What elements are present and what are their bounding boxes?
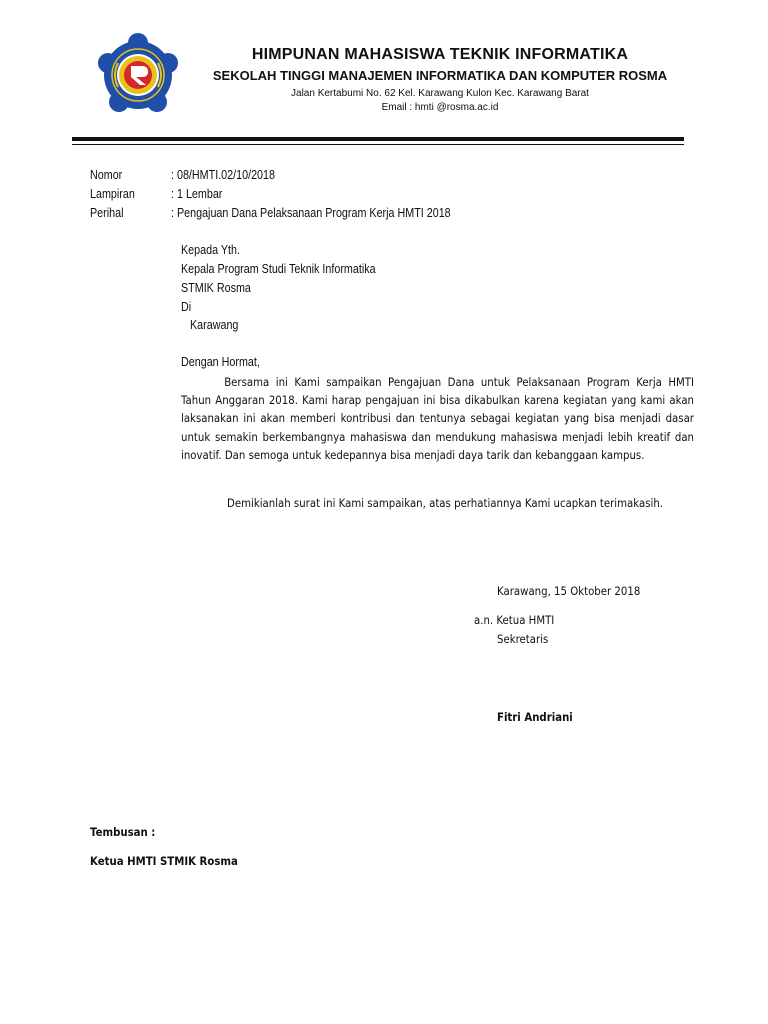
salutation: Dengan Hormat, xyxy=(181,355,260,369)
body-paragraph: Bersama ini Kami sampaikan Pengajuan Dana untuk Pelaksanaan Program Kerja HMTI Tahun Anggaran 2018. Kami harap pengajuan ini bisa dikabulkan karena kegiatan yang kami akan laksanakan ini akan memberi kontribusi dan tentunya sebagai kegiatan yang bisa menjadi dasar untuk semakin berkembangnya mahasiswa dan mendukung mahasiswa menjadi lebih kreatif dan inovatif. Dan semoga untuk kedepannya bisa menjadi daya tarik dan kebanggaan kampus. xyxy=(181,376,694,462)
closing-sentence: Demikianlah surat ini Kami sampaikan, atas perhatiannya Kami ucapkan terimakasih. xyxy=(227,497,663,510)
letterhead-divider-thick xyxy=(72,137,684,141)
number-label: Nomor xyxy=(90,168,123,182)
recipient-title: Kepala Program Studi Teknik Informatika xyxy=(181,262,376,276)
institution-seal-icon xyxy=(90,32,186,118)
place-date: Karawang, 15 Oktober 2018 xyxy=(497,585,641,598)
recipient-city: Karawang xyxy=(190,318,239,332)
cc-recipient: Ketua HMTI STMIK Rosma xyxy=(90,855,238,868)
subject-label: Perihal xyxy=(90,206,124,220)
recipient-at: Di xyxy=(181,300,192,314)
recipient-institution: STMIK Rosma xyxy=(181,281,251,295)
signer-position: Sekretaris xyxy=(497,633,549,646)
subject-value: : Pengajuan Dana Pelaksanaan Program Kerja HMTI 2018 xyxy=(171,206,451,220)
letter-body xyxy=(181,374,694,465)
letterhead-divider-thin xyxy=(72,144,684,145)
signer-name: Fitri Andriani xyxy=(497,711,573,724)
on-behalf-of: a.n. Ketua HMTI xyxy=(474,614,555,627)
cc-label: Tembusan : xyxy=(90,826,156,839)
institution-name: SEKOLAH TINGGI MANAJEMEN INFORMATIKA DAN KOMPUTER ROSMA xyxy=(212,68,668,83)
recipient-greeting: Kepada Yth. xyxy=(181,243,240,257)
institution-email: Email : hmti @rosma.ac.id xyxy=(381,102,499,113)
institution-address: Jalan Kertabumi No. 62 Kel. Karawang Kulon Kec. Karawang Barat xyxy=(291,88,589,99)
organization-name: HIMPUNAN MAHASISWA TEKNIK INFORMATIKA xyxy=(251,46,629,63)
attachment-label: Lampiran xyxy=(90,187,135,201)
number-value: : 08/HMTI.02/10/2018 xyxy=(171,168,275,182)
attachment-value: : 1 Lembar xyxy=(171,187,223,201)
